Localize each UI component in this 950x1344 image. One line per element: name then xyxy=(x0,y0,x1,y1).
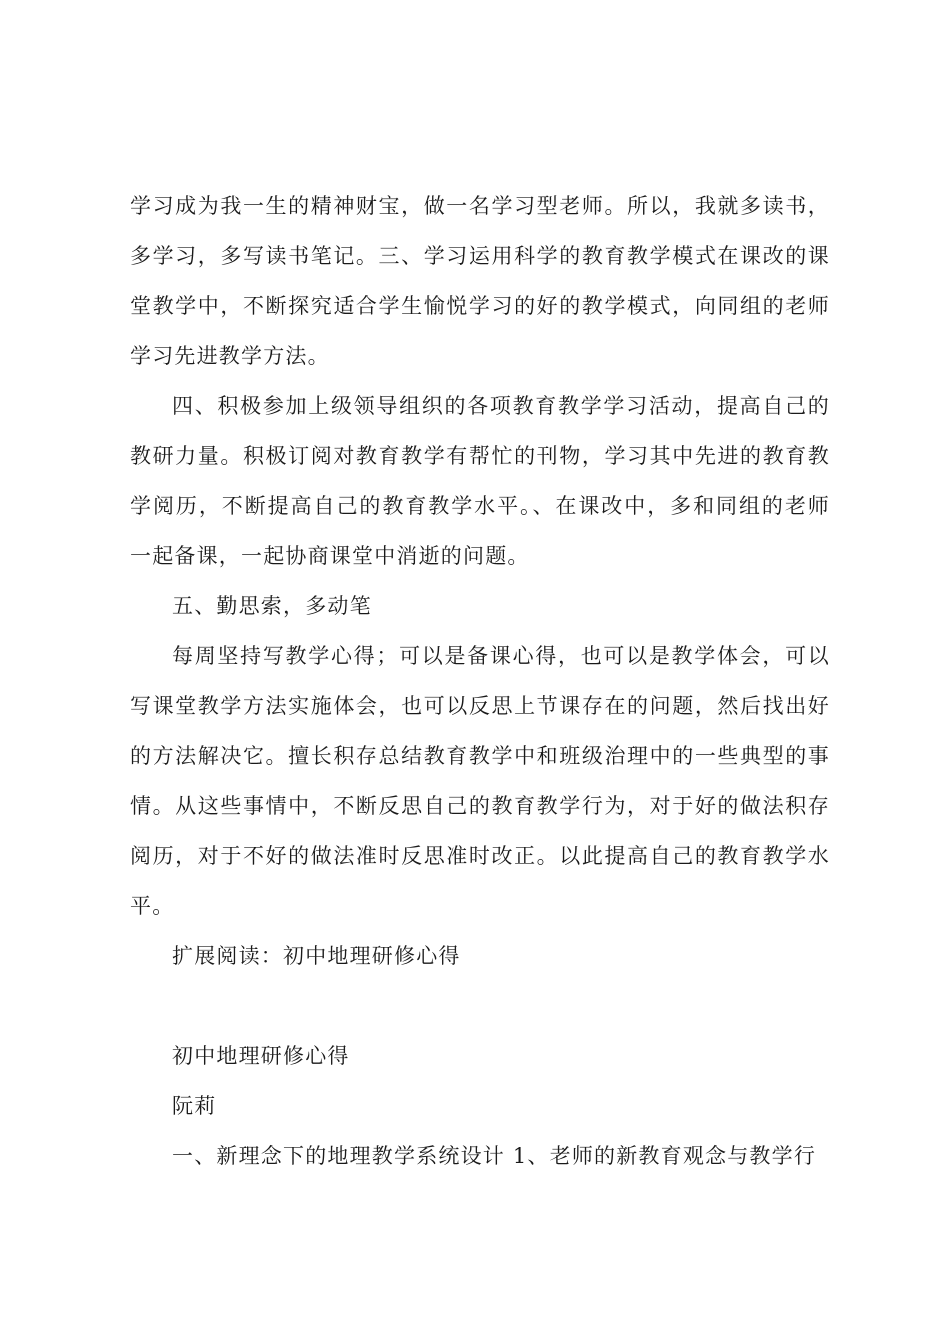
paragraph-line: 平。 xyxy=(130,894,175,918)
paragraph-line: 学习先进教学方法。 xyxy=(130,344,330,368)
paragraph-line: 情。从这些事情中，不断反思自己的教育教学行为，对于好的做法积存 xyxy=(130,794,830,818)
paragraph-line: 多学习，多写读书笔记。三、学习运用科学的教育教学模式在课改的课 xyxy=(130,244,830,268)
paragraph-line: 学习成为我一生的精神财宝，做一名学习型老师。所以，我就多读书， xyxy=(130,194,830,218)
author-name: 阮莉 xyxy=(172,1094,217,1118)
paragraph-line: 每周坚持写教学心得；可以是备课心得，也可以是教学体会，可以 xyxy=(172,644,830,668)
section-heading: 五、勤思索，多动笔 xyxy=(172,594,372,618)
paragraph-line: 一、新理念下的地理教学系统设计 1、老师的新教育观念与教学行 xyxy=(172,1144,817,1168)
paragraph-line: 阅历，对于不好的做法准时反思准时改正。以此提高自己的教育教学水 xyxy=(130,844,830,868)
paragraph-line: 的方法解决它。擅长积存总结教育教学中和班级治理中的一些典型的事 xyxy=(130,744,830,768)
paragraph-line: 写课堂教学方法实施体会，也可以反思上节课存在的问题，然后找出好 xyxy=(130,694,830,718)
paragraph-line: 一起备课，一起协商课堂中消逝的问题。 xyxy=(130,544,530,568)
paragraph-line: 学阅历，不断提高自己的教育教学水平。、在课改中，多和同组的老师 xyxy=(130,494,830,518)
section-title: 初中地理研修心得 xyxy=(172,1044,350,1068)
paragraph-line: 堂教学中，不断探究适合学生愉悦学习的好的教学模式，向同组的老师 xyxy=(130,294,830,318)
paragraph-line: 四、积极参加上级领导组织的各项教育教学学习活动，提高自己的 xyxy=(172,394,830,418)
extended-reading-label: 扩展阅读：初中地理研修心得 xyxy=(172,944,461,968)
paragraph-line: 教研力量。积极订阅对教育教学有帮忙的刊物，学习其中先进的教育教 xyxy=(130,444,830,468)
